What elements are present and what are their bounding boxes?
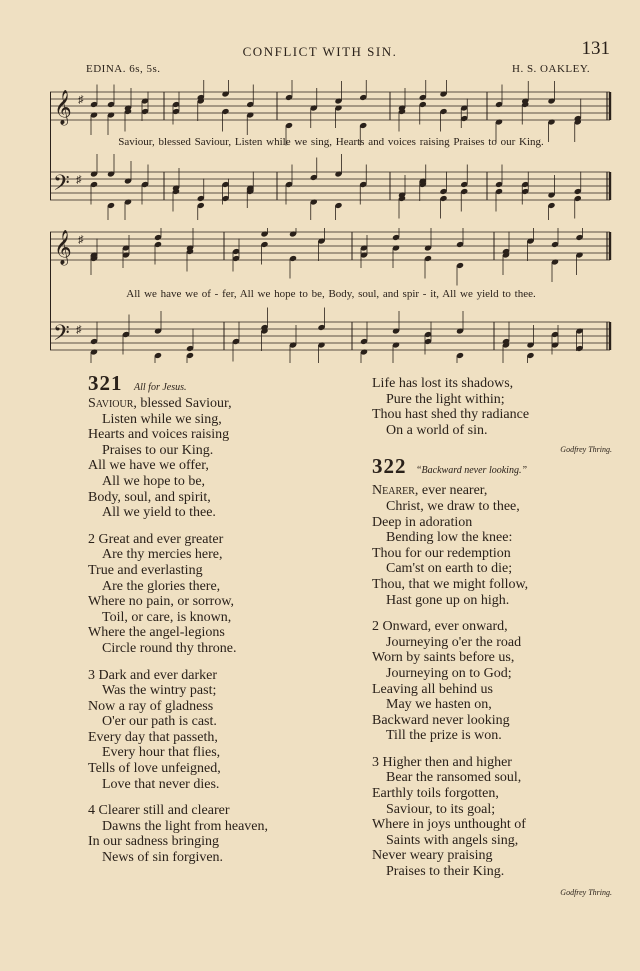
hymn-number: 322 xyxy=(372,454,407,479)
verse-line: May we hasten on, xyxy=(386,697,492,713)
verse-line: Tells of love unfeigned, xyxy=(88,761,221,777)
verse-line: Thou hast shed thy radiance xyxy=(372,407,530,423)
verse-line: All we hope to be, xyxy=(102,473,206,489)
verse-line: Hast gone up on high. xyxy=(386,592,510,608)
verse-line: Circle round thy throne. xyxy=(102,640,237,656)
verse-line: Where in joys unthought of xyxy=(372,817,526,833)
verse-line: All we yield to thee. xyxy=(102,505,216,521)
verse-line: blessed Saviour, xyxy=(136,396,232,411)
key-signature-sharp-icon: ♯ xyxy=(78,234,84,246)
verse-line: On a world of sin. xyxy=(386,422,488,438)
verse-line: Praises to our King. xyxy=(102,442,214,458)
hymn-number: 321 xyxy=(88,371,123,395)
verse-line: Saviour, to its goal; xyxy=(386,801,496,817)
verse-line: 4 Clearer still and clearer xyxy=(88,803,230,819)
hymn-321-author: Godfrey Thring. xyxy=(560,445,612,455)
verse-line: Body, soul, and spirit, xyxy=(88,489,211,505)
first-word: Saviour, xyxy=(88,396,137,411)
verse-line: Listen while we sing, xyxy=(102,411,222,427)
verse-line: Till the prize is won. xyxy=(386,728,502,744)
verse-line: Christ, we draw to thee, xyxy=(386,498,520,514)
bass-clef-icon: 𝄢 xyxy=(53,321,70,350)
key-signature-sharp-icon: ♯ xyxy=(78,94,84,106)
bass-staff xyxy=(50,321,610,350)
verse-line: Worn by saints before us, xyxy=(372,650,515,666)
verse-line: Earthly toils forgotten, xyxy=(372,786,499,802)
page-number: 131 xyxy=(581,38,610,59)
verse-line: O'er our path is cast. xyxy=(102,714,217,730)
hymn-subtitle: “Backward never looking.” xyxy=(416,465,528,477)
lyrics-line-1: Saviour, blessed Saviour, Listen while we sing, Hearts and voices raising Praises to our King. xyxy=(118,136,544,148)
treble-staff xyxy=(50,230,610,266)
verse-line: Life has lost its shadows, xyxy=(372,376,514,391)
verse-line: Are thy mercies here, xyxy=(102,547,223,563)
verse-line: Was the wintry past; xyxy=(102,683,217,699)
music-staff-system-1 xyxy=(50,80,612,220)
verse-line: Hearts and voices raising xyxy=(88,427,230,443)
verse-line: Never weary praising xyxy=(372,848,493,864)
key-signature-sharp-icon: ♯ xyxy=(76,174,82,186)
verse-line: True and everlasting xyxy=(88,562,203,578)
verse-line: Bending low the knee: xyxy=(386,530,513,546)
treble-clef-icon: 𝄞 xyxy=(54,231,72,264)
composer-name: H. S. OAKLEY. xyxy=(512,63,591,75)
verse-line: Every day that passeth, xyxy=(88,729,218,745)
verse-line: Are the glories there, xyxy=(102,578,221,594)
verse-line: Backward never looking xyxy=(372,712,510,728)
verse-line: 2 Great and ever greater xyxy=(88,531,224,547)
verse-line: Leaving all behind us xyxy=(372,681,493,697)
page-header-title: CONFLICT WITH SIN. xyxy=(242,44,398,59)
verse-line: Journeying on to God; xyxy=(386,665,512,681)
tune-name: EDINA. 6s, 5s. xyxy=(86,63,161,75)
hymn-subtitle: All for Jesus. xyxy=(134,382,187,393)
hymn-322-author: Godfrey Thring. xyxy=(560,887,612,897)
right-column xyxy=(372,376,612,898)
verse-line: Thou, that we might follow, xyxy=(372,576,529,592)
verse-line: 3 Dark and ever darker xyxy=(88,667,218,683)
bass-clef-icon: 𝄢 xyxy=(53,171,70,200)
verse-line: In our sadness bringing xyxy=(88,834,220,850)
verse-line: 3 Higher then and higher xyxy=(372,754,512,770)
lyrics-line-2: All we have we of - fer, All we hope to be, Body, soul, and spir - it, All we yield to thee. xyxy=(126,288,536,300)
verse-line: ever nearer, xyxy=(418,483,488,499)
verse-line: Cam'st on earth to die; xyxy=(386,561,513,577)
verse-line: Saints with angels sing, xyxy=(386,832,519,848)
verse-line: Now a ray of gladness xyxy=(88,698,214,714)
verse-line: Toil, or care, is known, xyxy=(102,609,232,625)
verse-line: Deep in adoration xyxy=(372,514,473,530)
verse-line: Every hour that flies, xyxy=(102,745,221,761)
verse-line: Where the angel-legions xyxy=(88,625,225,641)
verse-line: Journeying o'er the road xyxy=(386,634,522,650)
verse-line: News of sin forgiven. xyxy=(102,850,224,866)
verse-line: Pure the light within; xyxy=(386,391,505,407)
verse-line: Thou for our redemption xyxy=(372,545,511,561)
treble-staff xyxy=(50,90,610,126)
verse-line: Where no pain, or sorrow, xyxy=(88,594,235,610)
verse-line: 2 Onward, ever onward, xyxy=(372,619,508,635)
verse-line: All we have we offer, xyxy=(88,458,209,474)
hymn-321 xyxy=(88,371,358,866)
verse-line: Love that never dies. xyxy=(102,776,220,792)
verse-line: Dawns the light from heaven, xyxy=(102,818,269,834)
key-signature-sharp-icon: ♯ xyxy=(76,324,82,336)
first-word: Nearer, xyxy=(372,483,419,499)
treble-clef-icon: 𝄞 xyxy=(54,91,72,124)
verse-line: Bear the ransomed soul, xyxy=(386,770,522,786)
verse-line: Praises to their King. xyxy=(386,864,505,880)
